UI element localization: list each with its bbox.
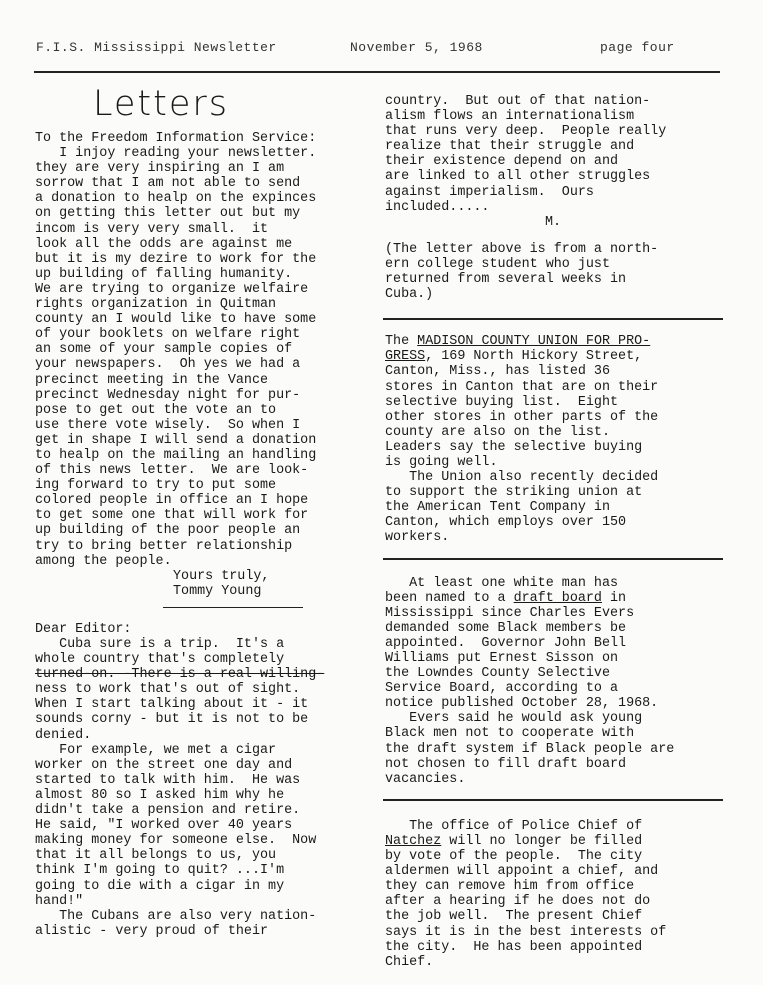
text-line: their existence depend on and [385,154,619,170]
left-column [35,82,370,939]
letter-2 [35,622,370,939]
text-line: other stores in other parts of the [385,409,659,425]
article-draft-body [385,606,725,787]
text-line: Canton, Miss., has listed 36 [385,364,610,380]
article-line: The office of Police Chief of [385,818,643,834]
text-line: vacancies. [385,771,466,787]
editor-note [385,242,725,302]
text-line: pose to get out the vote an to [35,402,277,418]
text-line: returned from several weeks in [385,272,627,288]
text-line: Leaders say the selective buying [385,439,643,455]
text-line: worker on the street one day and [35,757,293,773]
text-line: ern college student who just [385,256,610,272]
text-line: that it all belongs to us, you [35,848,277,864]
text-line: The Union also recently decided [385,470,659,486]
article-draft-board [385,576,725,787]
text-line: an some of your sample copies of [35,342,293,358]
text-line: of your booklets on welfare right [35,327,301,343]
article-line [385,591,725,606]
article-text: been named to a [385,590,514,606]
article-text: in [601,590,627,606]
text-line: Chief. [385,954,434,970]
text-line: among the people. [35,553,172,569]
text-line: the Lowndes County Selective [385,666,610,682]
text-line: the draft system if Black people are [385,741,675,757]
letter-divider [163,607,303,608]
letter-2-line: Cuba sure is a trip. It's a [35,637,285,652]
text-line: try to bring better relationship [35,538,293,554]
text-line: against imperialism. Ours [385,184,594,200]
text-line: colored people in office an I hope [35,493,309,509]
text-line: Canton, which employs over 150 [385,515,627,531]
letter-1 [35,131,370,599]
letter-2-struck-line: turned-on. -There is a real willing- [35,667,325,683]
text-line: sounds corny - but it is not to be [35,712,309,728]
text-line: they are very inspiring an I am [35,161,285,177]
text-line: to get some one that will work for [35,508,309,524]
text-line: county an I would like to have some [35,312,317,328]
text-line: that runs very deep. People really [385,124,667,140]
article-text: The [385,334,418,350]
article-line: At least one white man has [385,575,619,591]
text-line: alism flows an internationalism [385,109,635,125]
text-line: but it is my dezire to work for the [35,251,317,267]
text-line: county are also on the list. [385,424,610,440]
text-line: Evers said he would ask young [385,711,643,727]
article-union-body [385,364,725,545]
article-line [385,349,725,364]
text-line: use there vote wisely. So when I [35,417,301,433]
header-date: November 5, 1968 [350,40,483,55]
union-name-underlined: GRESS [385,349,426,365]
text-line: going to die with a cigar in my [35,878,285,894]
text-line: didn't take a pension and retire. [35,803,301,819]
union-name-underlined: MADISON COUNTY UNION FOR PRO- [417,334,651,350]
text-line: realize that their struggle and [385,139,635,155]
text-line: almost 80 so I asked him why he [35,787,285,803]
text-line: the job well. The present Chief [385,909,643,925]
text-line: selective buying list. Eight [385,394,619,410]
letter-1-body [35,131,370,569]
text-line: up building of the poor people an [35,523,301,539]
text-line: The Cubans are also very nation- [35,908,317,924]
text-line: to support the striking union at [385,485,643,501]
text-line: look all the odds are against me [35,236,293,252]
text-line: workers. [385,530,450,546]
text-line: Black men not to cooperate with [385,726,635,742]
text-line: denied. [35,727,92,743]
text-line: alistic - very proud of their [35,923,269,939]
text-line: included..... [385,199,490,215]
section-divider [383,318,723,320]
header-page-number: page four [600,40,675,55]
text-line: think I'm going to quit? ...I'm [35,863,285,879]
text-line: For example, we met a cigar [35,742,277,758]
letter-2-line: whole country that's completely [35,652,285,668]
letter-2-continued [385,94,725,215]
text-line: ness to work that's out of sight. [35,682,301,698]
letter-1-closing: Yours truly, [173,568,270,584]
text-line: on getting this letter out but my [35,206,301,222]
text-line: the city. He has been appointed [385,939,643,955]
letter-2-signature: M. [545,214,562,230]
text-line: the American Tent Company in [385,500,610,516]
letter-1-signature: Tommy Young [173,583,262,599]
text-line: rights organization in Quitman [35,297,277,313]
article-madison-union [385,334,725,545]
text-line: Service Board, according to a [385,681,619,697]
text-line: get in shape I will send a donation [35,432,317,448]
text-line: He said, "I worked over 40 years [35,818,293,834]
text-line: up building of falling humanity. [35,266,293,282]
text-line: by vote of the people. The city [385,849,643,865]
text-line: is going well. [385,454,498,470]
natchez-underlined: Natchez [385,833,442,849]
letter-2-body [35,682,370,939]
text-line: your newspapers. Oh yes we had a [35,357,301,373]
letters-heading: Letters [93,84,230,124]
text-line: aldermen will appoint a chief, and [385,864,659,880]
text-line: hand!" [35,893,84,909]
article-line [385,834,725,849]
text-line: demanded some Black members be [385,620,627,636]
text-line: they can remove him from office [385,879,635,895]
article-text: , 169 North Hickory Street, [425,349,643,365]
text-line: ing forward to try to put some [35,478,277,494]
text-line: appointed. Governor John Bell [385,635,627,651]
text-line: precinct Wednesday night for pur- [35,387,301,403]
text-line: I injoy reading your newsletter. [35,146,317,162]
right-column [385,94,725,970]
text-line: not chosen to fill draft board [385,756,627,772]
article-text: will no longer be filled [441,833,643,849]
header-title: F.I.S. Mississippi Newsletter [36,40,277,55]
text-line: started to talk with him. He was [35,772,301,788]
article-natchez-police [385,819,725,970]
text-line: notice published October 28, 1968. [385,696,659,712]
text-line: a donation to healp on the expinces [35,191,317,207]
article-police-body [385,849,725,970]
section-divider [383,558,723,560]
header-rule [34,71,720,73]
text-line: precinct meeting in the Vance [35,372,269,388]
text-line: Cuba.) [385,287,434,303]
section-divider [383,799,723,801]
text-line: When I start talking about it - it [35,697,309,713]
draft-board-underlined: draft board [513,590,602,606]
text-line: are linked to all other struggles [385,169,651,185]
text-line: To the Freedom Information Service: [35,131,317,146]
text-line: incom is very very small. it [35,221,269,237]
text-line: Mississippi since Charles Evers [385,605,635,621]
text-line: stores in Canton that are on their [385,379,659,395]
text-line: after a hearing if he does not do [385,894,651,910]
text-line: sorrow that I am not able to send [35,176,301,192]
article-line [385,334,725,349]
text-line: making money for someone else. Now [35,833,317,849]
text-line: to healp on the mailing an handling [35,447,317,463]
text-line: country. But out of that nation- [385,94,651,109]
text-line: We are trying to organize welfaire [35,281,309,297]
text-line: says it is in the best interests of [385,924,667,940]
letter-2-salutation: Dear Editor: [35,621,132,637]
text-line: (The letter above is from a north- [385,241,659,257]
text-line: Williams put Ernest Sisson on [385,651,619,666]
text-line: of this news letter. We are look- [35,463,309,479]
